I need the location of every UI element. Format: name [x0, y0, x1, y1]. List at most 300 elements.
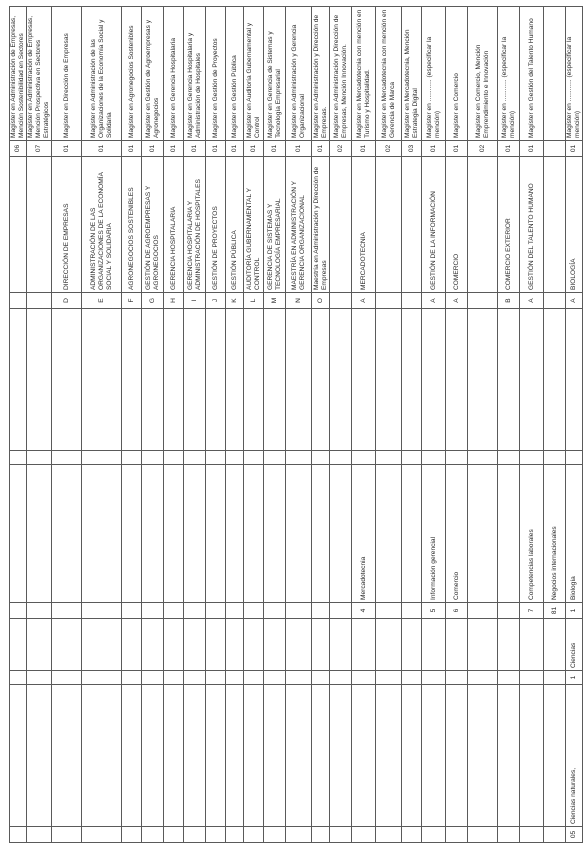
- sub-code: [468, 603, 498, 619]
- area-code: [27, 827, 52, 843]
- degree-number: 01: [264, 141, 286, 157]
- blank-cell: [468, 309, 498, 451]
- sub-name: [226, 465, 244, 603]
- program-letter: B: [498, 293, 520, 309]
- subarea-code: [376, 671, 402, 685]
- area-code: [10, 827, 27, 843]
- table-row: [184, 7, 206, 843]
- blank-cell: [10, 309, 27, 451]
- degree-name: [544, 7, 566, 141]
- blank-cell: [82, 309, 122, 451]
- subarea-name: [330, 619, 352, 671]
- area-code: [244, 827, 264, 843]
- program-name: ADMINISTRACIÓN DE LAS ORGANIZACIONES DE LA ECONOMÍA SOCIAL Y SOLIDARIA: [82, 157, 122, 293]
- subarea-name: Ciencias: [566, 619, 583, 671]
- subarea-name: [27, 619, 52, 671]
- program-name: COMERCIO: [446, 157, 468, 293]
- subarea-code: [142, 671, 164, 685]
- blank-cell: [468, 451, 498, 465]
- degree-name: Magíster en Gerencia de Sistemas y Tecnología Empresarial: [264, 7, 286, 141]
- blank-cell: [330, 451, 352, 465]
- degree-name: Magíster en Auditoría Gubernamental y Control: [244, 7, 264, 141]
- table-row: [226, 7, 244, 843]
- program-name: [10, 157, 27, 293]
- area-code: [376, 827, 402, 843]
- sub-name: Comercio: [446, 465, 468, 603]
- blank-cell: [520, 309, 544, 451]
- sub-name: [468, 465, 498, 603]
- area-code: [264, 827, 286, 843]
- sub-code: 1: [566, 603, 583, 619]
- table-row: [446, 7, 468, 843]
- program-name: GERENCIA DE SISTEMAS Y TECNOLOGÍA EMPRESARIAL: [264, 157, 286, 293]
- degree-number: 03: [402, 141, 422, 157]
- sub-code: [206, 603, 226, 619]
- blank-cell: [244, 451, 264, 465]
- area-code: [52, 827, 82, 843]
- subarea-name: [520, 619, 544, 671]
- program-letter: A: [446, 293, 468, 309]
- degree-name: Magíster en Agronegocios Sostenibles: [122, 7, 142, 141]
- sub-name: [376, 465, 402, 603]
- table-row: [142, 7, 164, 843]
- degree-name: Magíster en Mercadotecnia, Mención Estrategia Digital: [402, 7, 422, 141]
- degree-number: 01: [82, 141, 122, 157]
- blank-cell: [446, 309, 468, 451]
- blank-cell: [498, 309, 520, 451]
- blank-cell: [498, 451, 520, 465]
- blank-cell: [164, 309, 184, 451]
- blank-cell: [402, 309, 422, 451]
- program-letter: G: [142, 293, 164, 309]
- degree-number: 01: [312, 141, 330, 157]
- area-name: [520, 685, 544, 827]
- degree-name: Magíster en Administración y Gerencia Organizacional: [286, 7, 312, 141]
- program-letter: [10, 293, 27, 309]
- degree-number: [544, 141, 566, 157]
- sub-name: [10, 465, 27, 603]
- subarea-name: [446, 619, 468, 671]
- sub-code: [226, 603, 244, 619]
- sub-code: [244, 603, 264, 619]
- area-name: Ciencias naturales,: [566, 685, 583, 827]
- table-row: [286, 7, 312, 843]
- program-letter: A: [566, 293, 583, 309]
- blank-cell: [544, 309, 566, 451]
- program-name: GESTIÓN PÚBLICA: [226, 157, 244, 293]
- program-letter: J: [206, 293, 226, 309]
- area-name: [122, 685, 142, 827]
- degree-name: Magíster en Administración y Dirección de Empresas, Mención Innovación.: [330, 7, 352, 141]
- table-row: [10, 7, 27, 843]
- sub-name: [244, 465, 264, 603]
- program-name: [27, 157, 52, 293]
- table-row: [376, 7, 402, 843]
- table-row: [312, 7, 330, 843]
- degree-number: 01: [286, 141, 312, 157]
- subarea-code: [498, 671, 520, 685]
- sub-code: [402, 603, 422, 619]
- blank-cell: [544, 451, 566, 465]
- area-code: [164, 827, 184, 843]
- subarea-code: [468, 671, 498, 685]
- area-code: [184, 827, 206, 843]
- program-letter: M: [264, 293, 286, 309]
- degree-number: 02: [376, 141, 402, 157]
- subarea-name: [498, 619, 520, 671]
- area-name: [206, 685, 226, 827]
- sub-name: [286, 465, 312, 603]
- program-letter: [330, 293, 352, 309]
- subarea-code: [164, 671, 184, 685]
- area-name: [164, 685, 184, 827]
- area-name: [422, 685, 446, 827]
- blank-cell: [142, 309, 164, 451]
- sub-code: [27, 603, 52, 619]
- subarea-code: [330, 671, 352, 685]
- sub-name: [164, 465, 184, 603]
- sub-code: 6: [446, 603, 468, 619]
- degree-name: Magíster en ............ (especificar la mención): [566, 7, 583, 141]
- program-letter: A: [422, 293, 446, 309]
- table-row: [122, 7, 142, 843]
- sub-name: [312, 465, 330, 603]
- program-letter: A: [352, 293, 376, 309]
- blank-cell: [52, 309, 82, 451]
- degree-number: 02: [468, 141, 498, 157]
- degree-name: Magíster en Gerencia Hospitalaria y Administración de Hospitales: [184, 7, 206, 141]
- programs-table: [9, 6, 583, 843]
- subarea-code: [312, 671, 330, 685]
- degree-number: 01: [142, 141, 164, 157]
- degree-name: Magíster en Gestión de Proyectos: [206, 7, 226, 141]
- sub-name: [184, 465, 206, 603]
- sub-name: [330, 465, 352, 603]
- area-name: [82, 685, 122, 827]
- table-row: [566, 7, 583, 843]
- program-name: MAESTRÍA EN ADMINISTRACIÓN Y GERENCIA ORGANIZACIONAL: [286, 157, 312, 293]
- degree-name: Magíster en Dirección de Empresas: [52, 7, 82, 141]
- blank-cell: [286, 451, 312, 465]
- area-name: [27, 685, 52, 827]
- area-code: [312, 827, 330, 843]
- degree-number: 01: [566, 141, 583, 157]
- program-name: GESTIÓN DE AGROEMPRESAS Y AGRONEGOCIOS: [142, 157, 164, 293]
- blank-cell: [352, 451, 376, 465]
- degree-number: 01: [206, 141, 226, 157]
- degree-number: 01: [184, 141, 206, 157]
- subarea-code: [52, 671, 82, 685]
- subarea-name: [122, 619, 142, 671]
- table-row: [468, 7, 498, 843]
- degree-number: 01: [122, 141, 142, 157]
- subarea-name: [82, 619, 122, 671]
- degree-name: Magíster en ............ (especificar la mención): [498, 7, 520, 141]
- sub-name: [27, 465, 52, 603]
- degree-name: Magíster en Gerencia Hospitalaria: [164, 7, 184, 141]
- program-letter: [376, 293, 402, 309]
- sub-name: [122, 465, 142, 603]
- degree-name: Magíster en Mercadotecnia con mención en Gerencia de Marca: [376, 7, 402, 141]
- area-name: [10, 685, 27, 827]
- degree-number: 01: [446, 141, 468, 157]
- subarea-code: [122, 671, 142, 685]
- subarea-name: [312, 619, 330, 671]
- sub-code: [376, 603, 402, 619]
- degree-name: Magíster en Gestión del Talento Humano: [520, 7, 544, 141]
- sub-name: [142, 465, 164, 603]
- area-code: [520, 827, 544, 843]
- sub-name: [264, 465, 286, 603]
- blank-cell: [184, 309, 206, 451]
- program-name: GESTIÓN DE PROYECTOS: [206, 157, 226, 293]
- program-name: [376, 157, 402, 293]
- program-letter: H: [164, 293, 184, 309]
- sub-code: [10, 603, 27, 619]
- sub-name: Mercadotecnia: [352, 465, 376, 603]
- sub-name: Información gerencial: [422, 465, 446, 603]
- subarea-code: [446, 671, 468, 685]
- degree-number: 06: [10, 141, 27, 157]
- area-name: [286, 685, 312, 827]
- subarea-code: [184, 671, 206, 685]
- degree-number: 01: [226, 141, 244, 157]
- blank-cell: [264, 309, 286, 451]
- blank-cell: [244, 309, 264, 451]
- degree-number: 01: [520, 141, 544, 157]
- area-code: [142, 827, 164, 843]
- area-name: [330, 685, 352, 827]
- degree-name: Magíster en Comercio, Mención Emprendimiento e Innovación: [468, 7, 498, 141]
- sub-code: [286, 603, 312, 619]
- area-name: [468, 685, 498, 827]
- program-name: COMERCIO EXTERIOR: [498, 157, 520, 293]
- subarea-name: [422, 619, 446, 671]
- subarea-name: [352, 619, 376, 671]
- degree-name: Magíster en Administración y Dirección de Empresas.: [312, 7, 330, 141]
- degree-number: 01: [164, 141, 184, 157]
- table-row: [498, 7, 520, 843]
- table-row: [52, 7, 82, 843]
- program-letter: [402, 293, 422, 309]
- subarea-code: [206, 671, 226, 685]
- sub-name: [52, 465, 82, 603]
- subarea-name: [52, 619, 82, 671]
- table-row: [520, 7, 544, 843]
- program-name: [468, 157, 498, 293]
- degree-name: Magíster en ............ (especificar la mención): [422, 7, 446, 141]
- program-letter: [27, 293, 52, 309]
- subarea-name: [264, 619, 286, 671]
- blank-cell: [286, 309, 312, 451]
- subarea-name: [142, 619, 164, 671]
- degree-number: 01: [352, 141, 376, 157]
- subarea-name: [376, 619, 402, 671]
- area-name: [52, 685, 82, 827]
- area-code: [330, 827, 352, 843]
- area-code: [82, 827, 122, 843]
- blank-cell: [446, 451, 468, 465]
- subarea-name: [226, 619, 244, 671]
- table-row: [82, 7, 122, 843]
- subarea-code: [10, 671, 27, 685]
- area-code: [352, 827, 376, 843]
- blank-cell: [312, 451, 330, 465]
- area-name: [244, 685, 264, 827]
- area-name: [142, 685, 164, 827]
- degree-number: 01: [52, 141, 82, 157]
- area-code: 05: [566, 827, 583, 843]
- program-letter: F: [122, 293, 142, 309]
- blank-cell: [27, 451, 52, 465]
- degree-name: Magíster en Administración de Empresas, Mención Prospectiva en Sectores Estratégicos: [27, 7, 52, 141]
- table-row: [27, 7, 52, 843]
- program-name: AUDITORÍA GUBERNAMENTAL Y CONTROL: [244, 157, 264, 293]
- area-name: [226, 685, 244, 827]
- blank-cell: [122, 309, 142, 451]
- sub-name: [402, 465, 422, 603]
- blank-cell: [264, 451, 286, 465]
- sub-name: Competencias laborales: [520, 465, 544, 603]
- subarea-code: [422, 671, 446, 685]
- blank-cell: [376, 451, 402, 465]
- table-row: [422, 7, 446, 843]
- program-letter: D: [52, 293, 82, 309]
- sub-code: [164, 603, 184, 619]
- degree-name: Magíster en Gestión Pública: [226, 7, 244, 141]
- degree-name: Magíster en Administración de Empresas, Mención Sostenibilidad en Sectores: [10, 7, 27, 141]
- sub-code: 7: [520, 603, 544, 619]
- program-name: GESTIÓN DE LA INFORMACIÓN: [422, 157, 446, 293]
- blank-cell: [82, 451, 122, 465]
- program-name: [330, 157, 352, 293]
- sub-code: [52, 603, 82, 619]
- area-name: [312, 685, 330, 827]
- area-code: [122, 827, 142, 843]
- blank-cell: [330, 309, 352, 451]
- blank-cell: [142, 451, 164, 465]
- area-name: [264, 685, 286, 827]
- degree-number: 01: [244, 141, 264, 157]
- sub-name: Biología: [566, 465, 583, 603]
- subarea-code: [27, 671, 52, 685]
- subarea-code: [264, 671, 286, 685]
- blank-cell: [312, 309, 330, 451]
- sub-code: 5: [422, 603, 446, 619]
- subarea-code: [244, 671, 264, 685]
- program-letter: O: [312, 293, 330, 309]
- program-letter: K: [226, 293, 244, 309]
- program-name: AGRONEGOCIOS SOSTENIBLES: [122, 157, 142, 293]
- sub-code: [264, 603, 286, 619]
- table-row: [164, 7, 184, 843]
- table-row: [264, 7, 286, 843]
- area-name: [446, 685, 468, 827]
- program-letter: [468, 293, 498, 309]
- blank-cell: [376, 309, 402, 451]
- blank-cell: [422, 309, 446, 451]
- blank-cell: [422, 451, 446, 465]
- subarea-code: [226, 671, 244, 685]
- area-code: [544, 827, 566, 843]
- area-name: [184, 685, 206, 827]
- blank-cell: [184, 451, 206, 465]
- degree-number: 02: [330, 141, 352, 157]
- subarea-code: [520, 671, 544, 685]
- subarea-name: [286, 619, 312, 671]
- area-name: [402, 685, 422, 827]
- blank-cell: [164, 451, 184, 465]
- sub-name: [206, 465, 226, 603]
- table-row: [244, 7, 264, 843]
- blank-cell: [206, 451, 226, 465]
- sub-code: [330, 603, 352, 619]
- area-code: [402, 827, 422, 843]
- subarea-code: [286, 671, 312, 685]
- table-row: [352, 7, 376, 843]
- area-code: [422, 827, 446, 843]
- sub-name: [82, 465, 122, 603]
- blank-cell: [10, 451, 27, 465]
- sub-code: [498, 603, 520, 619]
- blank-cell: [566, 309, 583, 451]
- blank-cell: [566, 451, 583, 465]
- subarea-code: [544, 671, 566, 685]
- blank-cell: [122, 451, 142, 465]
- program-letter: E: [82, 293, 122, 309]
- area-code: [286, 827, 312, 843]
- area-name: [376, 685, 402, 827]
- blank-cell: [402, 451, 422, 465]
- table-row: [544, 7, 566, 843]
- area-code: [446, 827, 468, 843]
- table-row: [330, 7, 352, 843]
- area-code: [468, 827, 498, 843]
- subarea-name: [244, 619, 264, 671]
- sub-code: [312, 603, 330, 619]
- program-name: [544, 157, 566, 293]
- program-letter: I: [184, 293, 206, 309]
- program-letter: L: [244, 293, 264, 309]
- blank-cell: [52, 451, 82, 465]
- subarea-name: [164, 619, 184, 671]
- degree-name: Magíster en Mercadotecnia con mención en Turismo y Hospitalidad.: [352, 7, 376, 141]
- program-letter: A: [520, 293, 544, 309]
- program-name: GESTIÓN DEL TALENTO HUMANO: [520, 157, 544, 293]
- program-letter: [544, 293, 566, 309]
- blank-cell: [520, 451, 544, 465]
- degree-number: 07: [27, 141, 52, 157]
- program-name: Maestría en Administración y Dirección de Empresas: [312, 157, 330, 293]
- sub-code: 81: [544, 603, 566, 619]
- degree-number: 01: [498, 141, 520, 157]
- program-name: DIRECCIÓN DE EMPRESAS: [52, 157, 82, 293]
- program-name: MERCADOTECNIA: [352, 157, 376, 293]
- area-code: [206, 827, 226, 843]
- area-name: [352, 685, 376, 827]
- blank-cell: [226, 451, 244, 465]
- degree-name: Magíster en Comercio: [446, 7, 468, 141]
- subarea-code: 1: [566, 671, 583, 685]
- subarea-code: [82, 671, 122, 685]
- subarea-code: [402, 671, 422, 685]
- table-row: [402, 7, 422, 843]
- subarea-name: [544, 619, 566, 671]
- subarea-name: [468, 619, 498, 671]
- program-letter: N: [286, 293, 312, 309]
- sub-name: Negocios internacionales: [544, 465, 566, 603]
- sub-code: 4: [352, 603, 376, 619]
